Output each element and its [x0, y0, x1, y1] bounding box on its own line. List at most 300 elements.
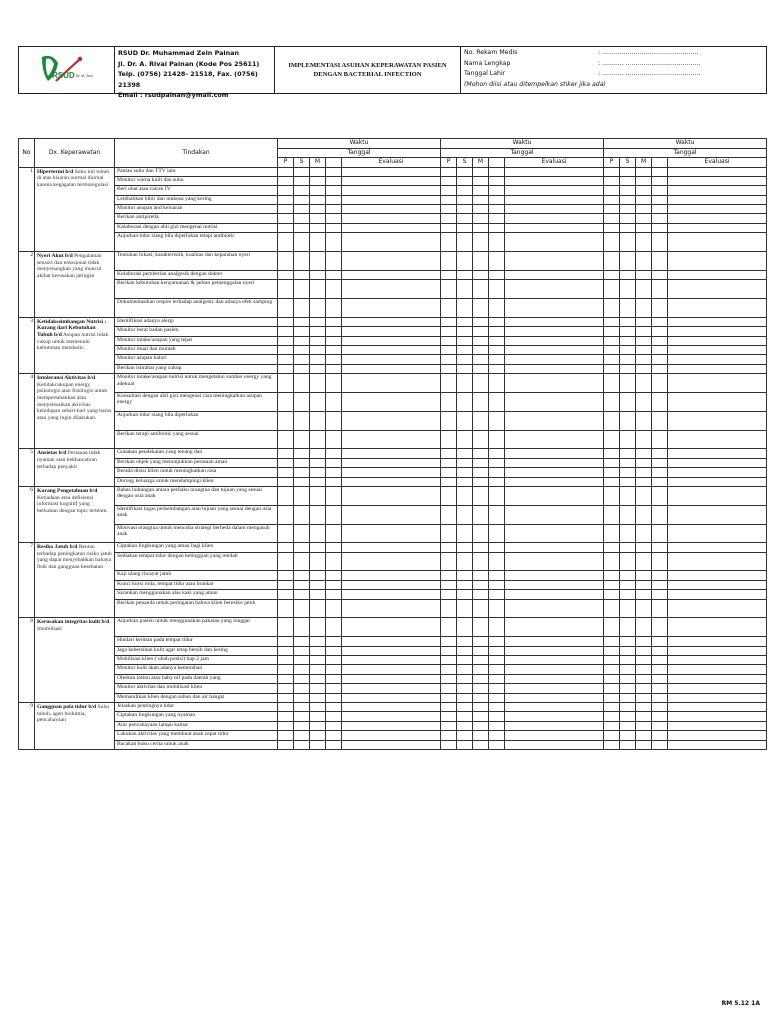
- shift-check-cell[interactable]: [652, 552, 668, 571]
- shift-check-cell[interactable]: [457, 693, 473, 702]
- shift-check-cell[interactable]: [294, 665, 310, 674]
- shift-check-cell[interactable]: [278, 646, 294, 655]
- shift-check-cell[interactable]: [326, 430, 342, 449]
- evaluation-cell[interactable]: [668, 205, 767, 214]
- evaluation-cell[interactable]: [342, 580, 441, 589]
- shift-check-cell[interactable]: [604, 486, 620, 505]
- shift-check-cell[interactable]: [636, 571, 652, 580]
- shift-check-cell[interactable]: [636, 477, 652, 486]
- patient-field-value[interactable]: : .................................................: [598, 49, 699, 56]
- shift-check-cell[interactable]: [652, 477, 668, 486]
- shift-check-cell[interactable]: [278, 233, 294, 252]
- shift-check-cell[interactable]: [620, 364, 636, 373]
- shift-check-cell[interactable]: [457, 702, 473, 711]
- shift-check-cell[interactable]: [441, 327, 457, 336]
- shift-check-cell[interactable]: [294, 712, 310, 721]
- shift-check-cell[interactable]: [278, 674, 294, 683]
- shift-check-cell[interactable]: [604, 167, 620, 176]
- shift-check-cell[interactable]: [278, 524, 294, 543]
- shift-check-cell[interactable]: [620, 374, 636, 393]
- shift-check-cell[interactable]: [326, 486, 342, 505]
- shift-check-cell[interactable]: [278, 374, 294, 393]
- shift-check-cell[interactable]: [489, 355, 505, 364]
- shift-check-cell[interactable]: [326, 468, 342, 477]
- evaluation-cell[interactable]: [342, 543, 441, 552]
- shift-check-cell[interactable]: [489, 684, 505, 693]
- shift-check-cell[interactable]: [652, 214, 668, 223]
- evaluation-cell[interactable]: [668, 693, 767, 702]
- evaluation-cell[interactable]: [668, 571, 767, 580]
- shift-check-cell[interactable]: [636, 599, 652, 618]
- shift-check-cell[interactable]: [604, 317, 620, 326]
- shift-check-cell[interactable]: [489, 336, 505, 345]
- shift-check-cell[interactable]: [652, 740, 668, 749]
- evaluation-cell[interactable]: [342, 449, 441, 458]
- evaluation-cell[interactable]: [342, 167, 441, 176]
- shift-check-cell[interactable]: [326, 580, 342, 589]
- evaluation-cell[interactable]: [505, 364, 604, 373]
- shift-check-cell[interactable]: [489, 571, 505, 580]
- shift-check-cell[interactable]: [652, 731, 668, 740]
- evaluation-cell[interactable]: [342, 468, 441, 477]
- shift-check-cell[interactable]: [310, 167, 326, 176]
- shift-check-cell[interactable]: [620, 580, 636, 589]
- evaluation-cell[interactable]: [668, 505, 767, 524]
- evaluation-cell[interactable]: [668, 552, 767, 571]
- shift-check-cell[interactable]: [489, 618, 505, 637]
- shift-check-cell[interactable]: [294, 552, 310, 571]
- shift-check-cell[interactable]: [636, 233, 652, 252]
- shift-check-cell[interactable]: [473, 317, 489, 326]
- evaluation-cell[interactable]: [342, 223, 441, 232]
- shift-check-cell[interactable]: [278, 712, 294, 721]
- shift-check-cell[interactable]: [457, 317, 473, 326]
- shift-check-cell[interactable]: [310, 411, 326, 430]
- shift-check-cell[interactable]: [489, 252, 505, 271]
- shift-check-cell[interactable]: [294, 336, 310, 345]
- shift-check-cell[interactable]: [489, 176, 505, 185]
- shift-check-cell[interactable]: [604, 656, 620, 665]
- shift-check-cell[interactable]: [278, 665, 294, 674]
- shift-check-cell[interactable]: [636, 740, 652, 749]
- evaluation-cell[interactable]: [668, 599, 767, 618]
- shift-check-cell[interactable]: [310, 590, 326, 599]
- shift-check-cell[interactable]: [278, 693, 294, 702]
- shift-check-cell[interactable]: [441, 270, 457, 279]
- evaluation-cell[interactable]: [668, 214, 767, 223]
- shift-check-cell[interactable]: [489, 637, 505, 646]
- shift-check-cell[interactable]: [604, 702, 620, 711]
- shift-check-cell[interactable]: [441, 731, 457, 740]
- shift-check-cell[interactable]: [326, 674, 342, 683]
- shift-check-cell[interactable]: [473, 702, 489, 711]
- shift-check-cell[interactable]: [441, 674, 457, 683]
- shift-check-cell[interactable]: [489, 374, 505, 393]
- shift-check-cell[interactable]: [294, 618, 310, 637]
- evaluation-cell[interactable]: [342, 214, 441, 223]
- shift-check-cell[interactable]: [652, 430, 668, 449]
- shift-check-cell[interactable]: [441, 345, 457, 354]
- shift-check-cell[interactable]: [294, 355, 310, 364]
- evaluation-cell[interactable]: [505, 317, 604, 326]
- shift-check-cell[interactable]: [457, 299, 473, 318]
- shift-check-cell[interactable]: [278, 364, 294, 373]
- evaluation-cell[interactable]: [668, 223, 767, 232]
- shift-check-cell[interactable]: [294, 327, 310, 336]
- shift-check-cell[interactable]: [473, 392, 489, 411]
- evaluation-cell[interactable]: [505, 327, 604, 336]
- evaluation-cell[interactable]: [668, 186, 767, 195]
- shift-check-cell[interactable]: [473, 693, 489, 702]
- shift-check-cell[interactable]: [620, 468, 636, 477]
- shift-check-cell[interactable]: [441, 355, 457, 364]
- shift-check-cell[interactable]: [489, 392, 505, 411]
- evaluation-cell[interactable]: [505, 684, 604, 693]
- shift-check-cell[interactable]: [636, 468, 652, 477]
- shift-check-cell[interactable]: [457, 477, 473, 486]
- shift-check-cell[interactable]: [457, 580, 473, 589]
- evaluation-cell[interactable]: [505, 712, 604, 721]
- shift-check-cell[interactable]: [604, 355, 620, 364]
- shift-check-cell[interactable]: [636, 167, 652, 176]
- shift-check-cell[interactable]: [652, 270, 668, 279]
- shift-check-cell[interactable]: [636, 618, 652, 637]
- shift-check-cell[interactable]: [294, 205, 310, 214]
- shift-check-cell[interactable]: [604, 524, 620, 543]
- evaluation-cell[interactable]: [668, 167, 767, 176]
- shift-check-cell[interactable]: [441, 599, 457, 618]
- shift-check-cell[interactable]: [310, 693, 326, 702]
- shift-check-cell[interactable]: [473, 674, 489, 683]
- shift-check-cell[interactable]: [652, 458, 668, 467]
- shift-check-cell[interactable]: [620, 552, 636, 571]
- shift-check-cell[interactable]: [489, 214, 505, 223]
- evaluation-cell[interactable]: [342, 693, 441, 702]
- evaluation-cell[interactable]: [505, 233, 604, 252]
- shift-check-cell[interactable]: [473, 740, 489, 749]
- shift-check-cell[interactable]: [294, 186, 310, 195]
- shift-check-cell[interactable]: [310, 458, 326, 467]
- shift-check-cell[interactable]: [457, 223, 473, 232]
- shift-check-cell[interactable]: [473, 252, 489, 271]
- shift-check-cell[interactable]: [310, 345, 326, 354]
- shift-check-cell[interactable]: [620, 618, 636, 637]
- shift-check-cell[interactable]: [652, 618, 668, 637]
- shift-check-cell[interactable]: [620, 524, 636, 543]
- shift-check-cell[interactable]: [441, 392, 457, 411]
- shift-check-cell[interactable]: [326, 702, 342, 711]
- shift-check-cell[interactable]: [441, 702, 457, 711]
- shift-check-cell[interactable]: [604, 327, 620, 336]
- shift-check-cell[interactable]: [489, 665, 505, 674]
- shift-check-cell[interactable]: [604, 195, 620, 204]
- shift-check-cell[interactable]: [326, 252, 342, 271]
- shift-check-cell[interactable]: [652, 317, 668, 326]
- shift-check-cell[interactable]: [620, 214, 636, 223]
- shift-check-cell[interactable]: [473, 524, 489, 543]
- shift-check-cell[interactable]: [278, 345, 294, 354]
- shift-check-cell[interactable]: [620, 637, 636, 646]
- evaluation-cell[interactable]: [505, 195, 604, 204]
- shift-check-cell[interactable]: [441, 317, 457, 326]
- shift-check-cell[interactable]: [441, 656, 457, 665]
- shift-check-cell[interactable]: [310, 327, 326, 336]
- evaluation-cell[interactable]: [668, 299, 767, 318]
- shift-check-cell[interactable]: [457, 590, 473, 599]
- shift-check-cell[interactable]: [457, 618, 473, 637]
- evaluation-cell[interactable]: [668, 176, 767, 185]
- evaluation-cell[interactable]: [342, 477, 441, 486]
- shift-check-cell[interactable]: [294, 223, 310, 232]
- evaluation-cell[interactable]: [342, 355, 441, 364]
- shift-check-cell[interactable]: [310, 580, 326, 589]
- shift-check-cell[interactable]: [278, 214, 294, 223]
- shift-check-cell[interactable]: [620, 317, 636, 326]
- shift-check-cell[interactable]: [652, 693, 668, 702]
- shift-check-cell[interactable]: [310, 374, 326, 393]
- shift-check-cell[interactable]: [636, 186, 652, 195]
- shift-check-cell[interactable]: [604, 590, 620, 599]
- shift-check-cell[interactable]: [473, 430, 489, 449]
- shift-check-cell[interactable]: [441, 571, 457, 580]
- shift-check-cell[interactable]: [620, 195, 636, 204]
- shift-check-cell[interactable]: [473, 449, 489, 458]
- shift-check-cell[interactable]: [604, 721, 620, 730]
- shift-check-cell[interactable]: [441, 618, 457, 637]
- shift-check-cell[interactable]: [310, 392, 326, 411]
- shift-check-cell[interactable]: [489, 195, 505, 204]
- shift-check-cell[interactable]: [441, 505, 457, 524]
- shift-check-cell[interactable]: [489, 505, 505, 524]
- shift-check-cell[interactable]: [620, 693, 636, 702]
- shift-check-cell[interactable]: [326, 223, 342, 232]
- shift-check-cell[interactable]: [441, 468, 457, 477]
- shift-check-cell[interactable]: [310, 355, 326, 364]
- shift-check-cell[interactable]: [326, 477, 342, 486]
- evaluation-cell[interactable]: [668, 618, 767, 637]
- evaluation-cell[interactable]: [668, 336, 767, 345]
- evaluation-cell[interactable]: [342, 590, 441, 599]
- shift-check-cell[interactable]: [294, 580, 310, 589]
- shift-check-cell[interactable]: [620, 345, 636, 354]
- shift-check-cell[interactable]: [652, 186, 668, 195]
- shift-check-cell[interactable]: [652, 721, 668, 730]
- shift-check-cell[interactable]: [489, 299, 505, 318]
- shift-check-cell[interactable]: [604, 693, 620, 702]
- shift-check-cell[interactable]: [457, 327, 473, 336]
- evaluation-cell[interactable]: [668, 355, 767, 364]
- shift-check-cell[interactable]: [620, 299, 636, 318]
- evaluation-cell[interactable]: [342, 430, 441, 449]
- evaluation-cell[interactable]: [505, 731, 604, 740]
- shift-check-cell[interactable]: [473, 205, 489, 214]
- evaluation-cell[interactable]: [342, 176, 441, 185]
- shift-check-cell[interactable]: [326, 571, 342, 580]
- evaluation-cell[interactable]: [505, 449, 604, 458]
- shift-check-cell[interactable]: [489, 590, 505, 599]
- shift-check-cell[interactable]: [620, 665, 636, 674]
- evaluation-cell[interactable]: [505, 223, 604, 232]
- shift-check-cell[interactable]: [457, 392, 473, 411]
- shift-check-cell[interactable]: [636, 214, 652, 223]
- shift-check-cell[interactable]: [278, 684, 294, 693]
- shift-check-cell[interactable]: [636, 721, 652, 730]
- shift-check-cell[interactable]: [326, 317, 342, 326]
- shift-check-cell[interactable]: [310, 599, 326, 618]
- shift-check-cell[interactable]: [326, 740, 342, 749]
- shift-check-cell[interactable]: [636, 486, 652, 505]
- evaluation-cell[interactable]: [668, 317, 767, 326]
- evaluation-cell[interactable]: [668, 233, 767, 252]
- shift-check-cell[interactable]: [326, 731, 342, 740]
- shift-check-cell[interactable]: [278, 731, 294, 740]
- shift-check-cell[interactable]: [473, 195, 489, 204]
- shift-check-cell[interactable]: [326, 618, 342, 637]
- shift-check-cell[interactable]: [620, 280, 636, 299]
- shift-check-cell[interactable]: [604, 299, 620, 318]
- shift-check-cell[interactable]: [604, 552, 620, 571]
- evaluation-cell[interactable]: [505, 637, 604, 646]
- shift-check-cell[interactable]: [310, 524, 326, 543]
- shift-check-cell[interactable]: [441, 458, 457, 467]
- shift-check-cell[interactable]: [620, 477, 636, 486]
- shift-check-cell[interactable]: [473, 665, 489, 674]
- shift-check-cell[interactable]: [310, 543, 326, 552]
- evaluation-cell[interactable]: [505, 571, 604, 580]
- shift-check-cell[interactable]: [636, 637, 652, 646]
- shift-check-cell[interactable]: [473, 270, 489, 279]
- shift-check-cell[interactable]: [326, 712, 342, 721]
- shift-check-cell[interactable]: [636, 543, 652, 552]
- evaluation-cell[interactable]: [342, 299, 441, 318]
- shift-check-cell[interactable]: [326, 270, 342, 279]
- evaluation-cell[interactable]: [342, 345, 441, 354]
- shift-check-cell[interactable]: [473, 280, 489, 299]
- evaluation-cell[interactable]: [668, 327, 767, 336]
- shift-check-cell[interactable]: [294, 599, 310, 618]
- shift-check-cell[interactable]: [326, 233, 342, 252]
- shift-check-cell[interactable]: [278, 167, 294, 176]
- shift-check-cell[interactable]: [604, 430, 620, 449]
- shift-check-cell[interactable]: [620, 740, 636, 749]
- shift-check-cell[interactable]: [620, 176, 636, 185]
- shift-check-cell[interactable]: [457, 186, 473, 195]
- shift-check-cell[interactable]: [294, 571, 310, 580]
- shift-check-cell[interactable]: [604, 223, 620, 232]
- shift-check-cell[interactable]: [652, 505, 668, 524]
- shift-check-cell[interactable]: [489, 646, 505, 655]
- evaluation-cell[interactable]: [342, 684, 441, 693]
- evaluation-cell[interactable]: [505, 345, 604, 354]
- evaluation-cell[interactable]: [342, 317, 441, 326]
- shift-check-cell[interactable]: [652, 637, 668, 646]
- shift-check-cell[interactable]: [652, 702, 668, 711]
- shift-check-cell[interactable]: [457, 336, 473, 345]
- shift-check-cell[interactable]: [457, 233, 473, 252]
- shift-check-cell[interactable]: [636, 336, 652, 345]
- shift-check-cell[interactable]: [278, 656, 294, 665]
- shift-check-cell[interactable]: [636, 505, 652, 524]
- shift-check-cell[interactable]: [457, 740, 473, 749]
- evaluation-cell[interactable]: [668, 374, 767, 393]
- shift-check-cell[interactable]: [310, 214, 326, 223]
- shift-check-cell[interactable]: [294, 449, 310, 458]
- shift-check-cell[interactable]: [652, 205, 668, 214]
- evaluation-cell[interactable]: [342, 740, 441, 749]
- shift-check-cell[interactable]: [473, 486, 489, 505]
- shift-check-cell[interactable]: [652, 252, 668, 271]
- shift-check-cell[interactable]: [636, 674, 652, 683]
- evaluation-cell[interactable]: [342, 270, 441, 279]
- shift-check-cell[interactable]: [620, 721, 636, 730]
- evaluation-cell[interactable]: [668, 712, 767, 721]
- evaluation-cell[interactable]: [342, 712, 441, 721]
- shift-check-cell[interactable]: [473, 355, 489, 364]
- shift-check-cell[interactable]: [278, 552, 294, 571]
- shift-check-cell[interactable]: [294, 702, 310, 711]
- shift-check-cell[interactable]: [620, 411, 636, 430]
- shift-check-cell[interactable]: [457, 280, 473, 299]
- shift-check-cell[interactable]: [652, 590, 668, 599]
- evaluation-cell[interactable]: [342, 656, 441, 665]
- shift-check-cell[interactable]: [473, 176, 489, 185]
- shift-check-cell[interactable]: [652, 468, 668, 477]
- shift-check-cell[interactable]: [620, 731, 636, 740]
- evaluation-cell[interactable]: [668, 486, 767, 505]
- shift-check-cell[interactable]: [473, 364, 489, 373]
- shift-check-cell[interactable]: [620, 505, 636, 524]
- shift-check-cell[interactable]: [604, 477, 620, 486]
- shift-check-cell[interactable]: [473, 646, 489, 655]
- shift-check-cell[interactable]: [652, 336, 668, 345]
- shift-check-cell[interactable]: [473, 374, 489, 393]
- shift-check-cell[interactable]: [326, 693, 342, 702]
- shift-check-cell[interactable]: [310, 176, 326, 185]
- shift-check-cell[interactable]: [604, 637, 620, 646]
- shift-check-cell[interactable]: [652, 233, 668, 252]
- shift-check-cell[interactable]: [278, 477, 294, 486]
- shift-check-cell[interactable]: [278, 702, 294, 711]
- shift-check-cell[interactable]: [604, 599, 620, 618]
- shift-check-cell[interactable]: [636, 552, 652, 571]
- shift-check-cell[interactable]: [473, 656, 489, 665]
- shift-check-cell[interactable]: [473, 543, 489, 552]
- shift-check-cell[interactable]: [489, 430, 505, 449]
- shift-check-cell[interactable]: [278, 280, 294, 299]
- shift-check-cell[interactable]: [604, 618, 620, 637]
- evaluation-cell[interactable]: [505, 702, 604, 711]
- shift-check-cell[interactable]: [326, 449, 342, 458]
- shift-check-cell[interactable]: [620, 702, 636, 711]
- shift-check-cell[interactable]: [652, 223, 668, 232]
- shift-check-cell[interactable]: [326, 411, 342, 430]
- shift-check-cell[interactable]: [620, 252, 636, 271]
- shift-check-cell[interactable]: [620, 590, 636, 599]
- shift-check-cell[interactable]: [489, 702, 505, 711]
- evaluation-cell[interactable]: [668, 280, 767, 299]
- shift-check-cell[interactable]: [457, 486, 473, 505]
- shift-check-cell[interactable]: [326, 637, 342, 646]
- shift-check-cell[interactable]: [604, 665, 620, 674]
- evaluation-cell[interactable]: [342, 702, 441, 711]
- shift-check-cell[interactable]: [278, 740, 294, 749]
- shift-check-cell[interactable]: [620, 336, 636, 345]
- shift-check-cell[interactable]: [294, 374, 310, 393]
- shift-check-cell[interactable]: [604, 449, 620, 458]
- shift-check-cell[interactable]: [441, 233, 457, 252]
- shift-check-cell[interactable]: [489, 270, 505, 279]
- evaluation-cell[interactable]: [505, 665, 604, 674]
